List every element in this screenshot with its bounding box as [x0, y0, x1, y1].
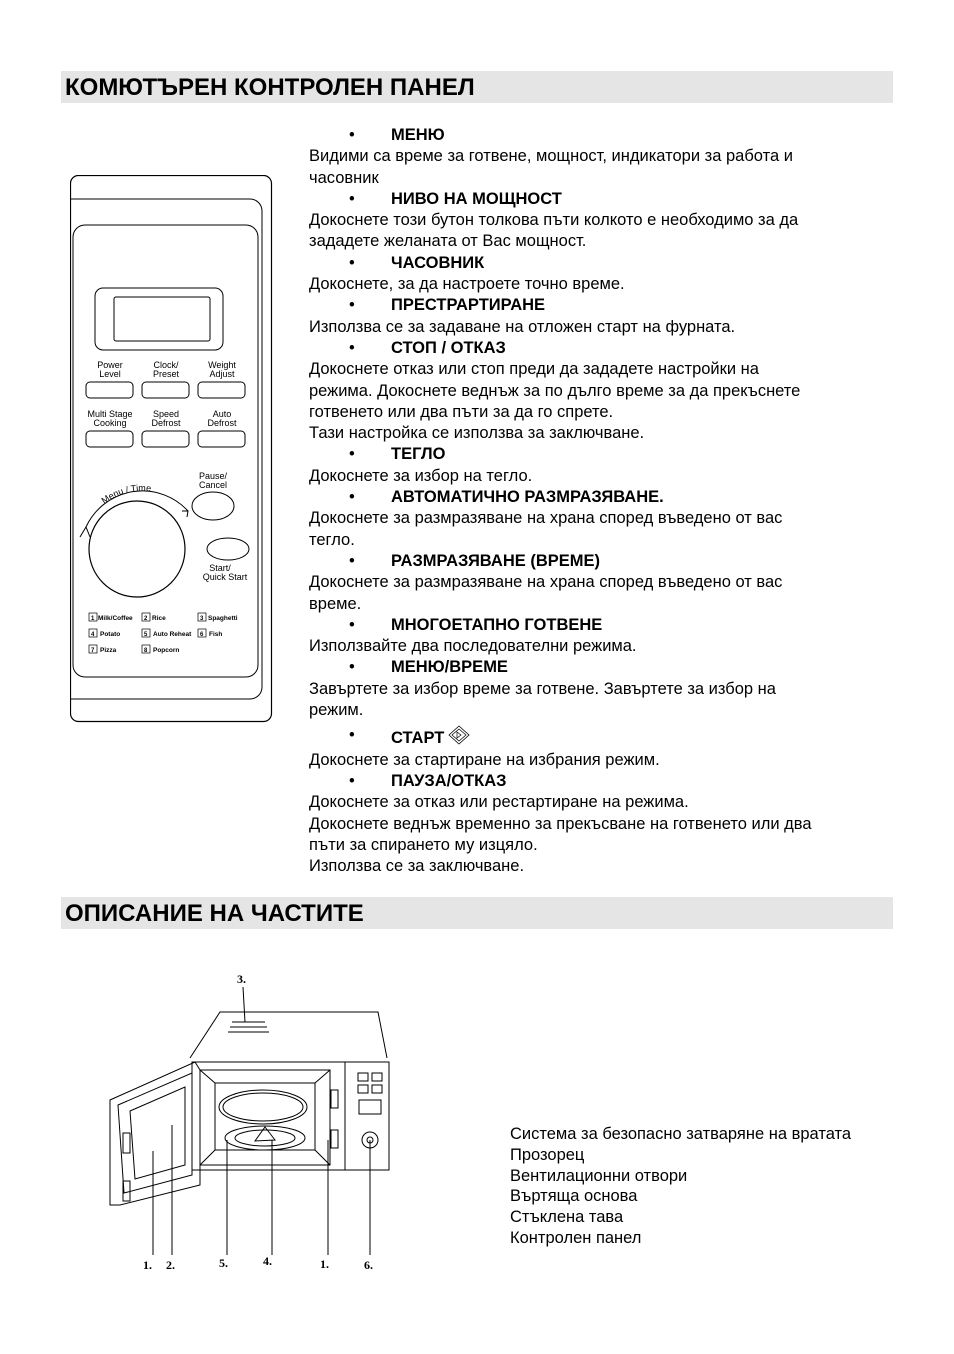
control-descriptions — [309, 125, 889, 877]
clock-preset-label: Clock/ — [153, 360, 179, 370]
menu-spaghetti: Spaghetti — [208, 615, 238, 622]
part-item: Контролен панел — [510, 1228, 642, 1247]
menu-pizza: Pizza — [100, 647, 117, 654]
svg-text:2: 2 — [144, 616, 148, 622]
menu-auto-reheat: Auto Reheat — [153, 631, 192, 638]
part-item: Прозорец — [510, 1145, 585, 1164]
label-1-right: 1. — [320, 1257, 329, 1271]
dial-label: Menu / Time — [99, 482, 152, 506]
item-start: • СТАРТ Докоснете за стартиране на избрания режим. — [309, 725, 889, 771]
pause-cancel-button[interactable] — [192, 492, 234, 520]
speed-defrost-label: Speed — [152, 409, 180, 419]
svg-text:1: 1 — [91, 616, 95, 622]
speed-defrost-button[interactable] — [142, 431, 189, 447]
pause-cancel-label: Pause/ — [198, 471, 228, 481]
svg-text:Cooking: Cooking — [93, 418, 127, 428]
start-label: Start/ — [209, 563, 231, 573]
part-item: Въртяща основа — [510, 1187, 638, 1206]
parts-list — [510, 1124, 851, 1249]
svg-text:6: 6 — [200, 632, 204, 638]
menu-potato: Potato — [100, 631, 121, 638]
svg-text:Cancel: Cancel — [198, 480, 228, 490]
svg-text:Defrost: Defrost — [207, 418, 237, 428]
item-clock: • ЧАСОВНИК Докоснете, за да настроете точно време. — [309, 253, 889, 296]
part-item: Вентилационни отвори — [510, 1166, 688, 1185]
label-6: 6. — [364, 1258, 373, 1272]
label-1-left: 1. — [143, 1258, 152, 1272]
start-symbol-icon — [448, 725, 470, 745]
svg-text:Level: Level — [99, 369, 121, 379]
part-item: Система за безопасно затваряне на вратата — [510, 1125, 852, 1143]
item-pause-cancel: • ПАУЗА/ОТКАЗ Докоснете за отказ или рестартиране на режима. Докоснете веднъж временно за прекъсване на готвенето или два пъти за спирането му изцяло. Използва се за заключване. — [309, 771, 889, 877]
item-auto-defrost: • АВТОМАТИЧНО РАЗМРАЗЯВАНЕ. Докоснете за размразяване на храна според въведено от вас тегло. — [309, 487, 889, 551]
weight-adjust-label: Weight — [208, 360, 236, 370]
label-5: 5. — [219, 1256, 228, 1270]
item-stop-cancel: • СТОП / ОТКАЗ Докоснете отказ или стоп преди да зададете настройки на режима. Докоснете веднъж за по дълго време за да прекъснете готвенето или два пъти за да го спрете. Тази настройка се използва за заключване. — [309, 338, 889, 444]
menu-popcorn: Popcorn — [153, 647, 180, 654]
item-time-defrost: • РАЗМРАЗЯВАНЕ (ВРЕМЕ) Докоснете за размразяване на храна според въведено от вас време. — [309, 551, 889, 615]
item-menu: • МЕНЮ Видими са време за готвене, мощност, индикатори за работа и часовник — [309, 125, 889, 189]
svg-text:Quick Start: Quick Start — [202, 572, 248, 582]
clock-preset-button[interactable] — [142, 382, 189, 398]
menu-rice: Rice — [152, 615, 166, 622]
label-3: 3. — [237, 972, 246, 986]
svg-text:3: 3 — [200, 616, 204, 622]
auto-defrost-label: Auto — [212, 409, 232, 419]
multi-stage-label: Multi Stage — [87, 409, 133, 419]
menu-time-dial[interactable] — [89, 501, 185, 597]
item-multi-stage: • МНОГОЕТАПНО ГОТВЕНЕ Използвайте два последователни режима. — [309, 615, 889, 658]
item-power-level: • НИВО НА МОЩНОСТ Докоснете този бутон толкова пъти колкото е необходимо за да зададете желаната от Вас мощност. — [309, 189, 889, 253]
start-button[interactable] — [207, 538, 249, 560]
part-item: Стъклена тава — [510, 1208, 624, 1227]
svg-text:4: 4 — [91, 632, 95, 638]
microwave-oven-illustration — [100, 965, 400, 1280]
svg-text:5: 5 — [144, 632, 148, 638]
label-2: 2. — [166, 1258, 175, 1272]
power-level-button[interactable] — [86, 382, 133, 398]
item-menu-time: • МЕНЮ/ВРЕМЕ Завъртете за избор време за готвене. Завъртете за избор на режим. — [309, 657, 889, 721]
item-weight: • ТЕГЛО Докоснете за избор на тегло. — [309, 444, 889, 487]
section-title-control-panel: КОМЮТЪРЕН КОНТРОЛЕН ПАНЕЛ — [61, 71, 893, 103]
menu-milk-coffee: Milk/Coffee — [98, 615, 133, 622]
svg-text:8: 8 — [144, 648, 148, 654]
svg-text:Defrost: Defrost — [151, 418, 181, 428]
svg-text:Preset: Preset — [152, 369, 180, 379]
item-preset: • ПРЕСТРАРТИРАНЕ Използва се за задаване на отложен старт на фурната. — [309, 295, 889, 338]
weight-adjust-button[interactable] — [198, 382, 245, 398]
section-title-parts: ОПИСАНИЕ НА ЧАСТИТЕ — [61, 897, 893, 929]
label-4: 4. — [263, 1254, 272, 1268]
svg-text:Adjust: Adjust — [209, 369, 235, 379]
multi-stage-button[interactable] — [86, 431, 133, 447]
power-level-label: Power — [97, 360, 123, 370]
menu-fish: Fish — [209, 631, 223, 638]
svg-text:7: 7 — [91, 648, 95, 654]
control-panel-illustration — [70, 175, 274, 725]
auto-defrost-button[interactable] — [198, 431, 245, 447]
